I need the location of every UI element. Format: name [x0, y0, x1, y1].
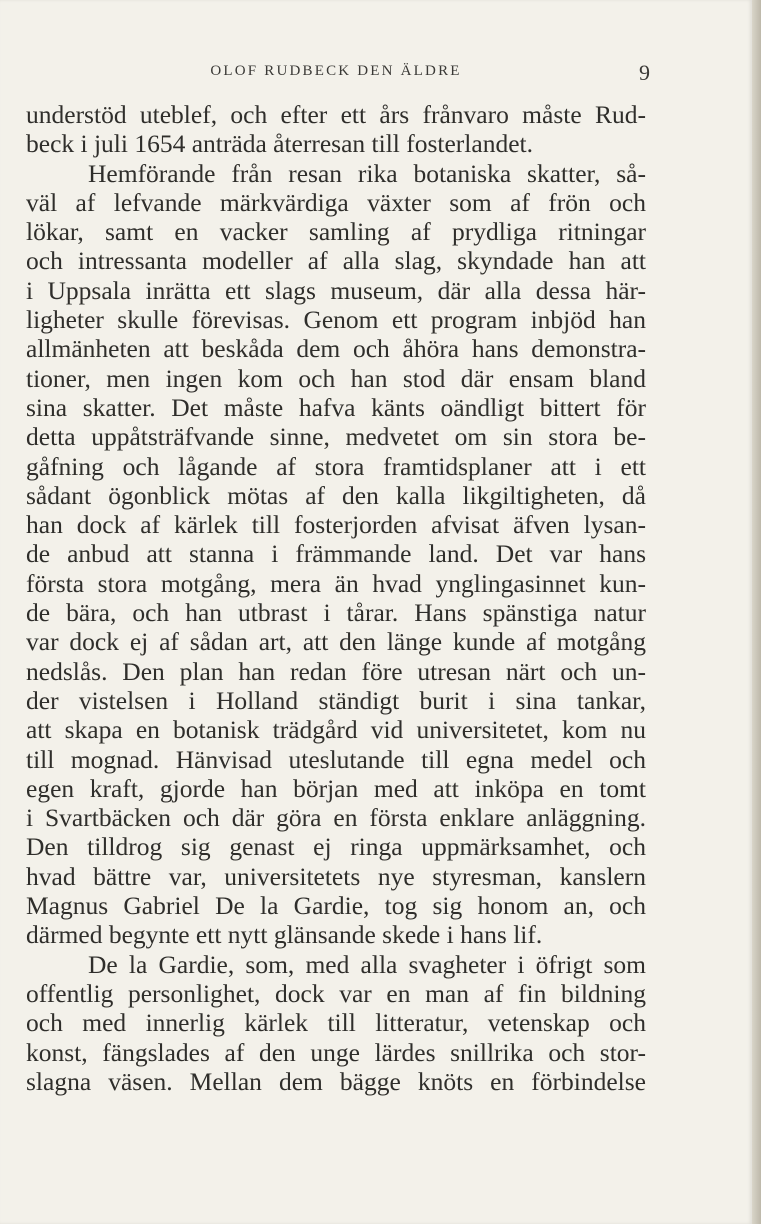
text-line: i Svartbäcken och där göra en första enklare anläggning.	[26, 803, 646, 833]
text-line: i Uppsala inrätta ett slags museum, där alla dessa här-	[26, 275, 646, 305]
text-line: de anbud att stanna i främmande land. Det var hans	[26, 539, 646, 569]
text-line: konst, fängslades af den unge lärdes snillrika och stor-	[26, 1037, 646, 1067]
text-line: att skapa en botanisk trädgård vid universitetet, kom nu	[26, 715, 646, 745]
text-line: de bära, och han utbrast i tårar. Hans spänstiga natur	[26, 598, 646, 628]
text-line: väl af lefvande märkvärdiga växter som af frön och	[26, 187, 646, 217]
text-line: därmed begynte ett nytt glänsande skede i hans lif.	[26, 920, 543, 950]
text-line: De la Gardie, som, med alla svagheter i öfrigt som	[88, 949, 646, 979]
text-line: slagna väsen. Mellan dem bägge knöts en förbindelse	[26, 1066, 646, 1096]
text-line: sina skatter. Det måste hafva känts oändligt bittert för	[26, 392, 646, 422]
text-line: och intressanta modeller af alla slag, skyndade han att	[26, 246, 646, 276]
body-text	[26, 100, 646, 1096]
text-line: första stora motgång, mera än hvad ynglingasinnet kun-	[26, 568, 646, 598]
text-line: han dock af kärlek till fosterjorden afvisat äfven lysan-	[26, 510, 646, 540]
text-line: lökar, samt en vacker samling af prydliga ritningar	[26, 217, 646, 247]
text-line: Den tilldrog sig genast ej ringa uppmärksamhet, och	[26, 832, 646, 862]
page-header	[26, 60, 650, 88]
text-line: hvad bättre var, universitetets nye styresman, kanslern	[26, 861, 646, 891]
text-line: egen kraft, gjorde han början med att inköpa en tomt	[26, 773, 646, 803]
text-line: ligheter skulle förevisas. Genom ett program inbjöd han	[26, 305, 646, 335]
text-line: och med innerlig kärlek till litteratur, vetenskap och	[26, 1008, 646, 1038]
text-line: Magnus Gabriel De la Gardie, tog sig honom an, och	[26, 891, 646, 921]
running-head: OLOF RUDBECK DEN ÄLDRE	[210, 63, 462, 79]
text-line: allmänheten att beskåda dem och åhöra hans demonstra-	[26, 334, 646, 364]
page-number: 9	[639, 60, 650, 85]
text-line: sådant ögonblick mötas af den kalla likgiltigheten, då	[26, 480, 646, 510]
text-line: till mognad. Hänvisad uteslutande till egna medel och	[26, 744, 646, 774]
text-line: gåfning och lågande af stora framtidsplaner att i ett	[26, 451, 646, 481]
text-line: der vistelsen i Holland ständigt burit i sina tankar,	[26, 685, 646, 715]
text-line: beck i juli 1654 anträda återresan till fosterlandet.	[26, 129, 533, 159]
text-line: var dock ej af sådan art, att den länge kunde af motgång	[26, 627, 646, 657]
text-line: nedslås. Den plan han redan före utresan närt och un-	[26, 656, 646, 686]
page-edge	[752, 0, 761, 1224]
text-line: Hemförande från resan rika botaniska skatter, så-	[88, 158, 646, 188]
text-line: offentlig personlighet, dock var en man af fin bildning	[26, 978, 646, 1008]
text-line: tioner, men ingen kom och han stod där ensam bland	[26, 363, 646, 393]
text-line: understöd uteblef, och efter ett års frånvaro måste Rud-	[26, 100, 646, 129]
text-line: detta uppåtsträfvande sinne, medvetet om sin stora be-	[26, 422, 646, 452]
